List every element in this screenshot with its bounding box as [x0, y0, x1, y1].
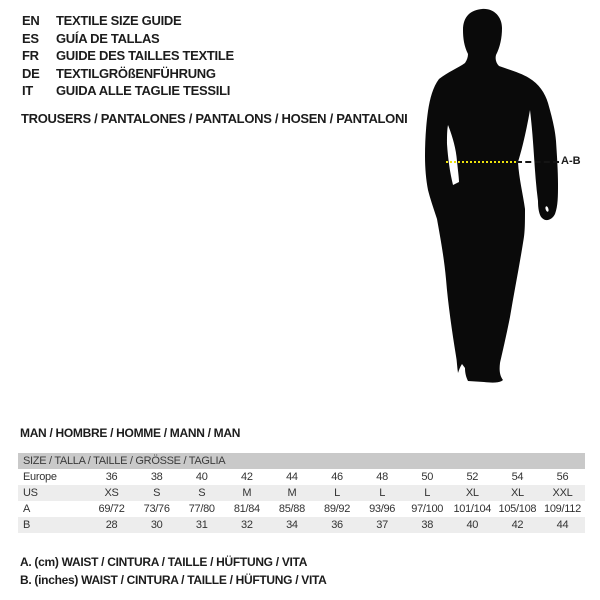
size-cell: 89/92: [324, 503, 351, 515]
language-item-de: [22, 65, 234, 83]
size-cell: 56: [556, 471, 569, 483]
size-table-header: SIZE / TALLA / TAILLE / GRÖSSE / TAGLIA: [18, 453, 585, 469]
size-cell: 38: [150, 471, 163, 483]
size-cell: L: [379, 487, 386, 499]
size-cell: 105/108: [498, 503, 537, 515]
language-code: EN: [22, 13, 40, 28]
size-cell: 38: [421, 519, 434, 531]
size-cell: 77/80: [188, 503, 215, 515]
size-cell: 36: [331, 519, 343, 531]
waist-measure-line-yellow: [446, 161, 516, 163]
size-table: [18, 453, 585, 533]
size-cell: 93/96: [369, 503, 396, 515]
size-cell: 73/76: [143, 503, 170, 515]
language-label: GUIDA ALLE TAGLIE TESSILI: [56, 83, 231, 98]
size-cell: S: [153, 487, 161, 499]
language-label: TEXTILGRÖßENFÜHRUNG: [56, 65, 216, 81]
row-label: A: [23, 503, 31, 515]
language-item-fr: [22, 47, 234, 65]
language-code: FR: [22, 48, 39, 63]
size-cell: 30: [150, 519, 163, 531]
size-cell: 34: [286, 519, 298, 531]
size-cell: 52: [466, 471, 479, 483]
language-item-it: [22, 82, 234, 100]
table-row-a-cm: [18, 501, 585, 517]
size-cell: 40: [195, 471, 208, 483]
waist-measure-line-dark: [516, 161, 559, 163]
size-cell: 69/72: [98, 503, 125, 515]
note-waist-cm: A. (cm) WAIST / CINTURA / TAILLE / HÜFTUNG / VITA: [20, 555, 308, 569]
language-list: [22, 12, 234, 100]
row-label: B: [23, 519, 31, 531]
size-cell: 44: [286, 471, 298, 483]
size-cell: 28: [105, 519, 118, 531]
man-silhouette-figure: [422, 5, 562, 390]
language-label: GUÍA DE TALLAS: [56, 30, 160, 46]
size-cell: S: [198, 487, 206, 499]
language-code: DE: [22, 65, 40, 81]
row-label: US: [23, 487, 38, 499]
size-cell: 44: [556, 519, 569, 531]
size-cell: 42: [241, 471, 253, 483]
language-label: GUIDE DES TAILLES TEXTILE: [56, 48, 234, 63]
size-cell: XXL: [552, 487, 573, 499]
size-cell: 36: [105, 471, 118, 483]
size-cell: M: [242, 487, 252, 499]
note-waist-inches: B. (inches) WAIST / CINTURA / TAILLE / HÜFTUNG / VITA: [20, 573, 327, 587]
size-cell: 81/84: [233, 503, 260, 515]
size-cell: L: [424, 487, 431, 499]
size-cell: 31: [195, 519, 208, 531]
row-label: Europe: [23, 471, 57, 483]
size-cell: 109/112: [544, 503, 581, 515]
language-label: TEXTILE SIZE GUIDE: [56, 13, 182, 28]
size-cell: L: [334, 487, 340, 499]
category-title: TROUSERS / PANTALONES / PANTALONS / HOSEN / PANTALONI: [21, 111, 408, 126]
size-cell: XS: [104, 487, 119, 499]
size-cell: 97/100: [411, 503, 444, 515]
size-cell: XL: [510, 487, 524, 499]
table-row-us: [18, 485, 585, 501]
language-item-en: [22, 12, 234, 30]
size-cell: M: [287, 487, 297, 499]
size-cell: 50: [421, 471, 434, 483]
waist-measure-label: A-B: [561, 155, 581, 167]
size-cell: 42: [511, 519, 524, 531]
section-title-man: MAN / HOMBRE / HOMME / MANN / MAN: [20, 426, 241, 440]
language-code: ES: [22, 30, 39, 46]
language-item-es: [22, 30, 234, 48]
size-cell: 37: [376, 519, 388, 531]
size-cell: 32: [241, 519, 253, 531]
table-row-europe: [18, 469, 585, 485]
size-cell: 85/88: [278, 503, 305, 515]
size-cell: 46: [331, 471, 343, 483]
language-code: IT: [22, 83, 33, 98]
size-cell: 40: [466, 519, 479, 531]
size-cell: XL: [465, 487, 479, 499]
size-cell: 48: [376, 471, 388, 483]
table-row-b-inches: [18, 517, 585, 533]
size-cell: 54: [511, 471, 524, 483]
man-silhouette-path: [425, 9, 558, 383]
size-cell: 101/104: [453, 503, 492, 515]
